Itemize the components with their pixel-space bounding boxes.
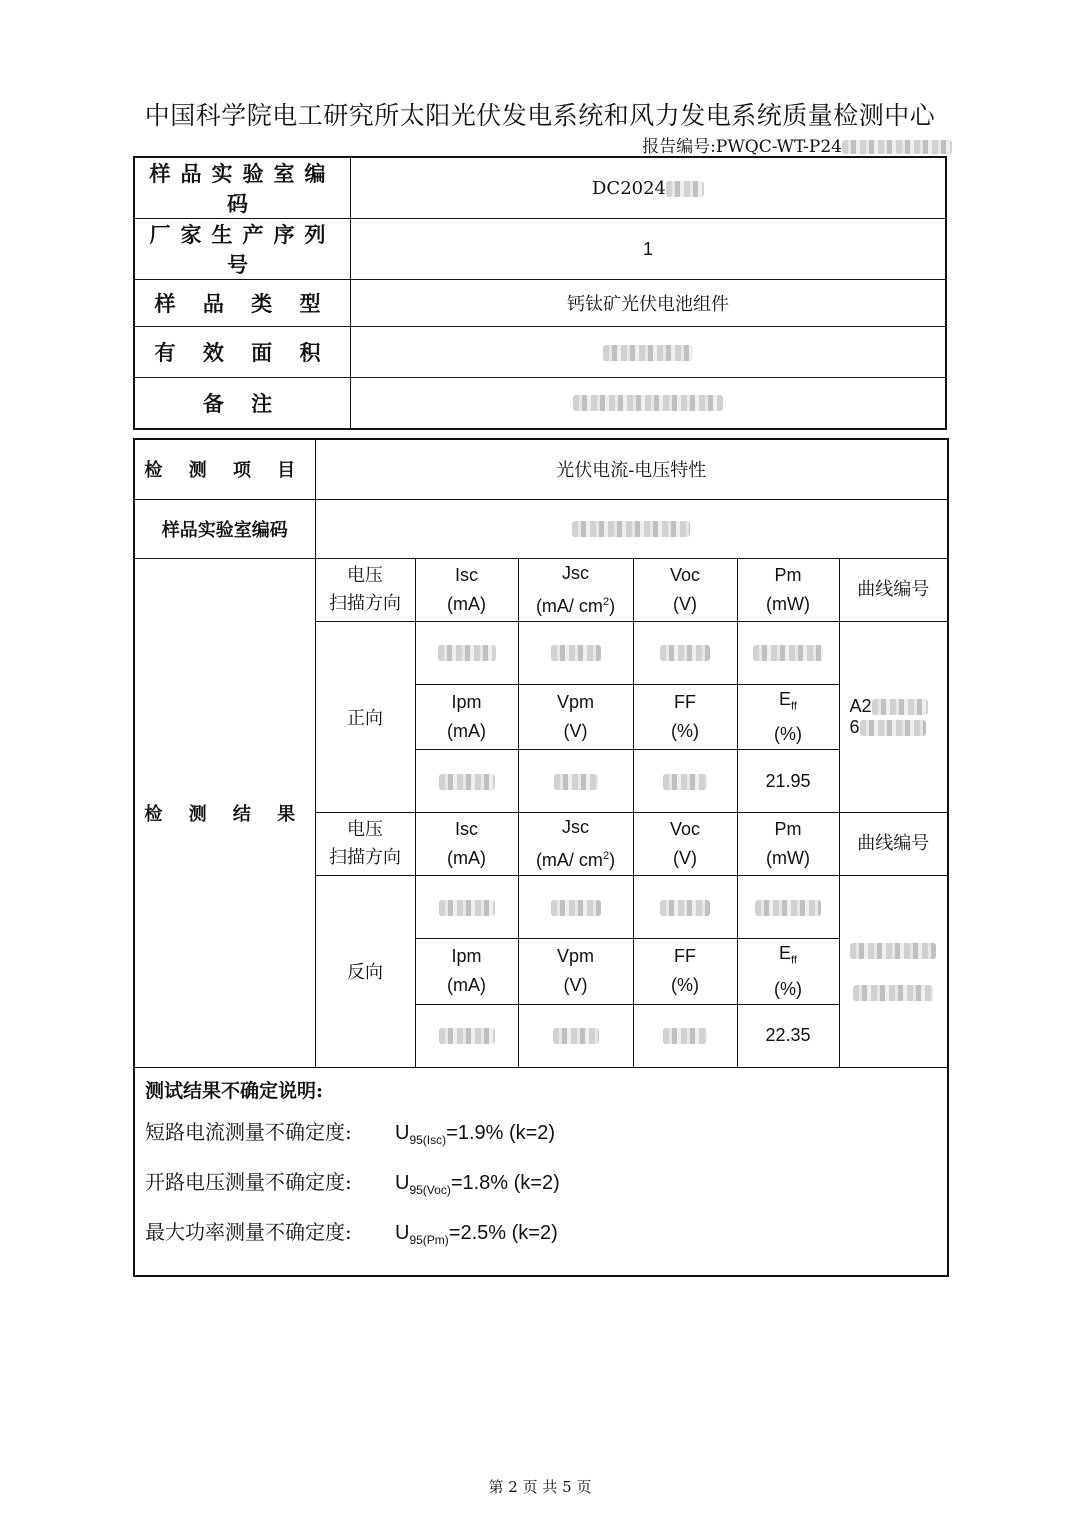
forward-curve-number: A2 6 xyxy=(839,621,948,813)
forward-pm-value xyxy=(737,621,839,684)
info-label: 备 注 xyxy=(134,378,351,429)
lab-code-label: 样品实验室编码 xyxy=(134,499,315,558)
uncertainty-title: 测试结果不确定说明: xyxy=(145,1079,324,1102)
info-label: 有 效 面 积 xyxy=(134,327,351,378)
info-label: 厂家生产序列号 xyxy=(134,219,351,280)
col-header-isc: Isc (mA) xyxy=(415,813,518,876)
forward-isc-value xyxy=(415,621,518,684)
forward-ipm-value xyxy=(415,750,518,813)
col-header-jsc: Jsc (mA/ $cm^2$) xyxy=(518,558,633,621)
sample-info-table xyxy=(133,156,947,430)
redacted-report-suffix xyxy=(842,140,952,154)
forward-direction-label: 正向 xyxy=(315,621,415,813)
test-result-table xyxy=(133,438,949,1277)
info-value: 钙钛矿光伏电池组件 xyxy=(351,280,947,327)
curve-number-header: 曲线编号 xyxy=(839,558,948,621)
redacted-value xyxy=(573,395,723,411)
col-header-ff: FF (%) xyxy=(633,939,737,1005)
col-header-pm: Pm (mW) xyxy=(737,813,839,876)
uncertainty-section xyxy=(134,1067,948,1276)
reverse-ff-value xyxy=(633,1004,737,1067)
col-header-ipm: Ipm (mA) xyxy=(415,939,518,1005)
scan-direction-header: 电压 扫描方向 xyxy=(315,813,415,876)
col-header-eff: $E_{ff}$ (%) xyxy=(737,939,839,1005)
test-item-label: 检 测 项 目 xyxy=(134,439,315,499)
col-header-vpm: Vpm (V) xyxy=(518,684,633,750)
info-value xyxy=(351,378,947,429)
info-row-lab-code xyxy=(134,157,946,219)
reverse-voc-value xyxy=(633,876,737,939)
uncertainty-isc: 短路电流测量不确定度: $U_{95(Isc)}=1.9\%$ (k=2) xyxy=(145,1119,556,1147)
reverse-isc-value xyxy=(415,876,518,939)
info-row-type xyxy=(134,280,946,327)
reverse-vpm-value xyxy=(518,1004,633,1067)
test-item-value: 光伏电流-电压特性 xyxy=(315,439,948,499)
info-value xyxy=(351,327,947,378)
forward-eff-value: 21.95 xyxy=(737,750,839,813)
reverse-pm-value xyxy=(737,876,839,939)
redacted-value xyxy=(666,181,704,197)
curve-number-header: 曲线编号 xyxy=(839,813,948,876)
info-label: 样品实验室编码 xyxy=(134,157,351,219)
info-row-area xyxy=(134,327,946,378)
reverse-curve-number xyxy=(839,876,948,1068)
reverse-jsc-value xyxy=(518,876,633,939)
scan-direction-header: 电压 扫描方向 xyxy=(315,558,415,621)
report-number-label: 报告编号: xyxy=(642,137,716,157)
col-header-ipm: Ipm (mA) xyxy=(415,684,518,750)
reverse-eff-value: 22.35 xyxy=(737,1004,839,1067)
forward-vpm-value xyxy=(518,750,633,813)
forward-jsc-value xyxy=(518,621,633,684)
lab-code-value xyxy=(315,499,948,558)
col-header-ff: FF (%) xyxy=(633,684,737,750)
reverse-ipm-value xyxy=(415,1004,518,1067)
report-number xyxy=(642,132,952,157)
report-number-value: PWQC-WT-P24 xyxy=(715,137,842,157)
col-header-voc: Voc (V) xyxy=(633,813,737,876)
col-header-eff: $E_{ff}$ (%) xyxy=(737,684,839,750)
forward-ff-value xyxy=(633,750,737,813)
page-footer: 第 2 页 共 5 页 xyxy=(488,1478,592,1496)
col-header-jsc: Jsc (mA/ $cm^2$) xyxy=(518,813,633,876)
reverse-direction-label: 反向 xyxy=(315,876,415,1068)
forward-voc-value xyxy=(633,621,737,684)
info-row-remarks xyxy=(134,378,946,429)
organization-title: 中国科学院电工研究所太阳光伏发电系统和风力发电系统质量检测中心 xyxy=(144,101,936,130)
col-header-isc: Isc (mA) xyxy=(415,558,518,621)
info-label: 样 品 类 型 xyxy=(134,280,351,327)
col-header-vpm: Vpm (V) xyxy=(518,939,633,1005)
uncertainty-pm: 最大功率测量不确定度: $U_{95(Pm)}=2.5\%$ (k=2) xyxy=(145,1219,558,1247)
col-header-pm: Pm (mW) xyxy=(737,558,839,621)
col-header-voc: Voc (V) xyxy=(633,558,737,621)
uncertainty-voc: 开路电压测量不确定度: $U_{95(Voc)}=1.8\%$ (k=2) xyxy=(145,1169,560,1197)
info-value: 1 xyxy=(351,219,947,280)
info-row-serial xyxy=(134,219,946,280)
redacted-value xyxy=(603,345,693,361)
test-result-label: 检 测 结 果 xyxy=(134,558,315,1067)
redacted-value xyxy=(572,521,690,537)
info-value: DC2024 xyxy=(351,157,947,219)
